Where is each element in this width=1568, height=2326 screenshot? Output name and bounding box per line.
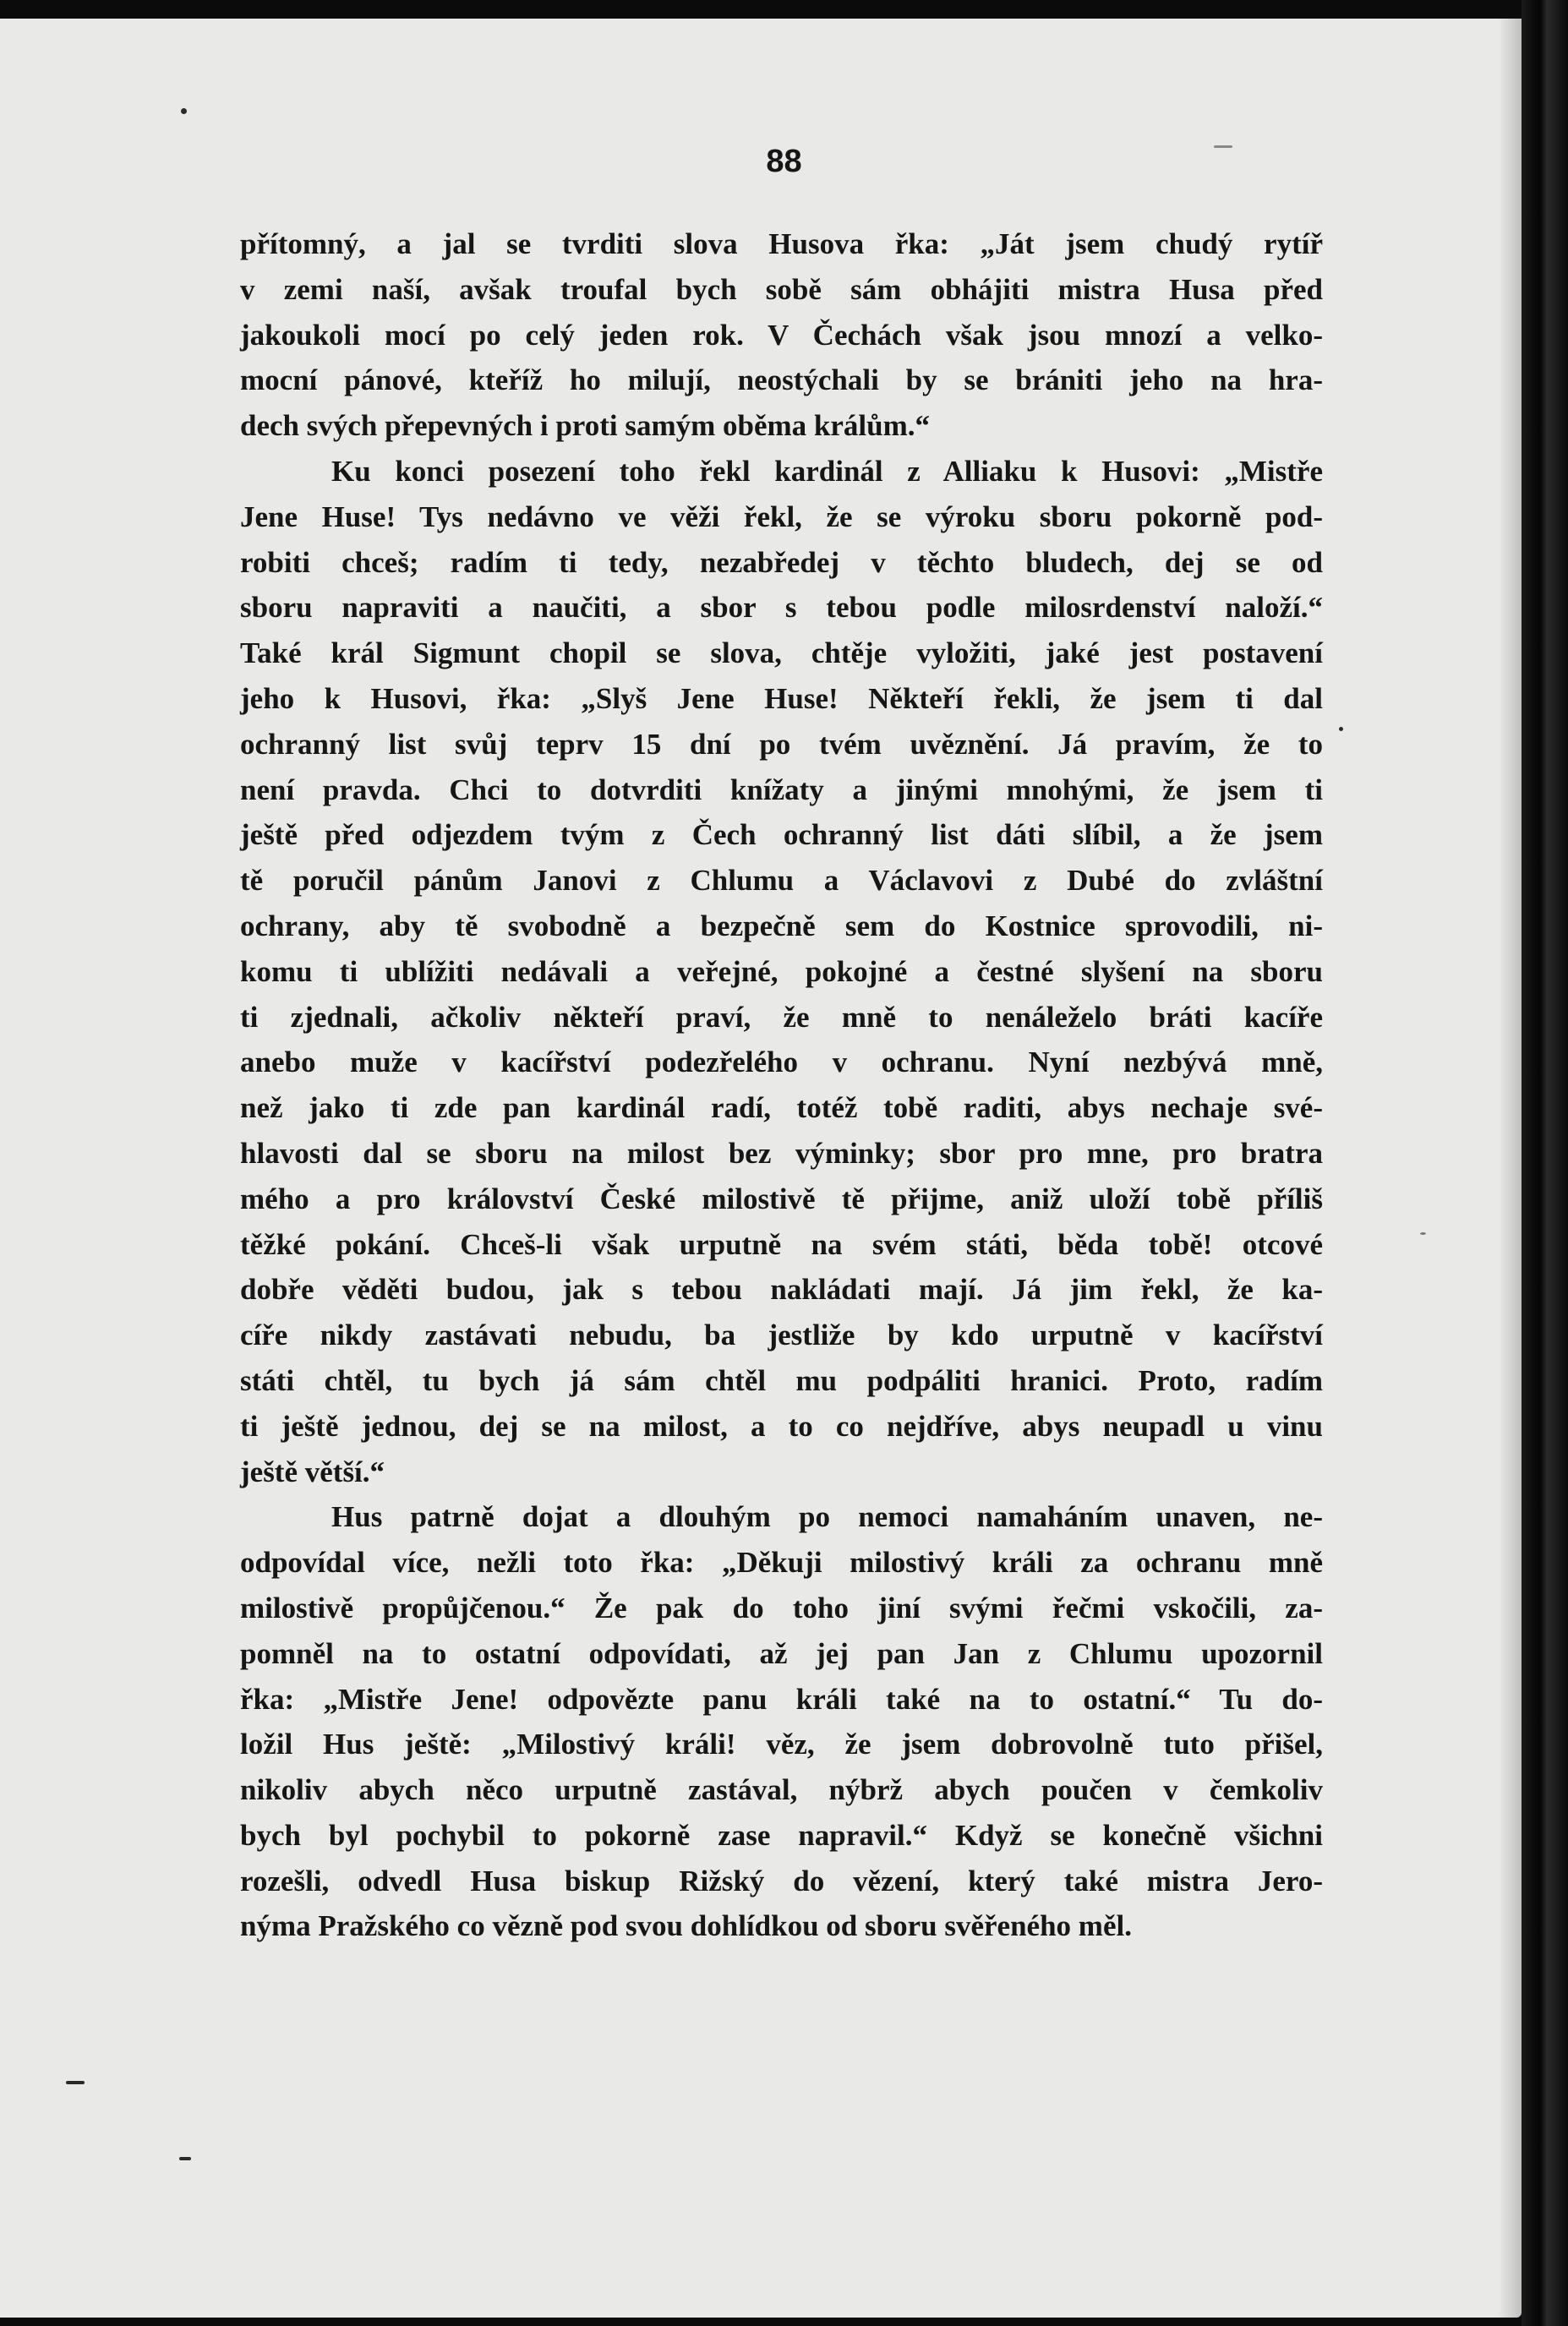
text-line: pomněl na to ostatní odpovídati, až jej pan Jan z Chlumu upozornil	[240, 1636, 1323, 1670]
page-number: 88	[766, 144, 802, 179]
text-line: hlavosti dal se sboru na milost bez výminky; sbor pro mne, pro bratra	[240, 1136, 1323, 1170]
body-text	[240, 221, 1323, 1949]
text-line: jeho k Husovi, řka: „Slyš Jene Huse! Někteří řekli, že jsem ti dal	[240, 681, 1323, 715]
text-line: milostivě propůjčenou.“ Že pak do toho jiní svými řečmi vskočili, za-	[240, 1591, 1323, 1624]
text-line: anebo muže v kacířství podezřelého v ochranu. Nyní nezbývá mně,	[240, 1046, 1323, 1079]
text-line: státi chtěl, tu bych já sám chtěl mu podpáliti hranici. Proto, radím	[240, 1363, 1323, 1397]
text-line: ti ještě jednou, dej se na milost, a to co nejdříve, abys neupadl u vinu	[240, 1409, 1323, 1443]
text-line: ještě větší.“	[240, 1455, 385, 1488]
text-line: dobře věděti budou, jak s tebou nakládati mají. Já jim řekl, že ka-	[240, 1273, 1323, 1307]
text-line: Jene Huse! Tys nedávno ve věži řekl, že se výroku sboru pokorně pod-	[240, 500, 1323, 533]
book-page	[0, 19, 1522, 2318]
text-line: sboru napraviti a naučiti, a sbor s tebou podle milosrdenství naloží.“	[240, 591, 1323, 625]
text-line: komu ti ublížiti nedávali a veřejné, pokojné a čestné slyšení na sboru	[240, 954, 1323, 988]
scan-speck	[179, 2157, 191, 2160]
text-line: Hus patrně dojat a dlouhým po nemoci namaháním unaven, ne-	[331, 1500, 1323, 1534]
book-binding-shadow	[1522, 0, 1568, 2326]
text-line: ti zjednali, ačkoliv někteří praví, že mně to nenáleželo bráti kacíře	[240, 1000, 1323, 1034]
text-line: mého a pro království České milostivě tě přijme, aniž uloží tobě příliš	[240, 1182, 1323, 1215]
text-line: v zemi naší, avšak troufal bych sobě sám obhájiti mistra Husa před	[240, 272, 1323, 306]
text-line: odpovídal více, nežli toto řka: „Děkuji milostivý králi za ochranu mně	[240, 1546, 1323, 1580]
scan-speck	[1420, 1232, 1426, 1235]
text-line: ochrany, aby tě svobodně a bezpečně sem do Kostnice sprovodili, ni-	[240, 909, 1323, 942]
text-line: Ku konci posezení toho řekl kardinál z Alliaku k Husovi: „Mistře	[331, 454, 1323, 488]
text-line: nikoliv abych něco urputně zastával, nýbrž abych poučen v čemkoliv	[240, 1773, 1323, 1807]
text-line: bych byl pochybil to pokorně zase napravil.“ Když se konečně všichni	[240, 1818, 1323, 1852]
text-line: nýma Pražského co vězně pod svou dohlídkou od sboru svěřeného měl.	[240, 1909, 1132, 1943]
text-line: cíře nikdy zastávati nebudu, ba jestliže by kdo urputně v kacířství	[240, 1319, 1323, 1352]
text-line: rozešli, odvedl Husa biskup Rižský do vězení, který také mistra Jero-	[240, 1864, 1323, 1897]
text-line: dech svých přepevných i proti samým oběma králům.“	[240, 409, 931, 443]
text-line: ještě před odjezdem tvým z Čech ochranný list dáti slíbil, a že jsem	[240, 818, 1323, 852]
text-line: není pravda. Chci to dotvrditi knížaty a jinými mnohými, že jsem ti	[240, 773, 1323, 806]
text-line: Také král Sigmunt chopil se slova, chtěje vyložiti, jaké jest postavení	[240, 636, 1323, 670]
text-line: ložil Hus ještě: „Milostivý králi! věz, že jsem dobrovolně tuto přišel,	[240, 1728, 1323, 1761]
text-line: než jako ti zde pan kardinál radí, totéž tobě raditi, abys nechaje své-	[240, 1091, 1323, 1125]
scan-speck	[181, 108, 187, 114]
scan-speck	[1214, 145, 1232, 148]
text-line: přítomný, a jal se tvrditi slova Husova řka: „Ját jsem chudý rytíř	[240, 227, 1323, 260]
text-line: mocní pánové, kteříž ho milují, neostýchali by se brániti jeho na hra-	[240, 363, 1323, 397]
text-line: robiti chceš; radím ti tedy, nezabředej v těchto bludech, dej se od	[240, 545, 1323, 579]
text-line: ochranný list svůj teprv 15 dní po tvém uvěznění. Já pravím, že to	[240, 727, 1323, 761]
page-edge-shadow	[1498, 19, 1522, 2318]
text-line: tě poručil pánům Janovi z Chlumu a Václavovi z Dubé do zvláštní	[240, 864, 1323, 898]
text-line: těžké pokání. Chceš-li však urputně na svém státi, běda tobě! otcové	[240, 1227, 1323, 1261]
text-line: jakoukoli mocí po celý jeden rok. V Čechách však jsou mnozí a velko-	[240, 318, 1323, 352]
text-line: řka: „Mistře Jene! odpovězte panu králi také na to ostatní.“ Tu do-	[240, 1682, 1323, 1716]
scan-speck	[1339, 727, 1343, 731]
scan-speck	[66, 2081, 85, 2084]
